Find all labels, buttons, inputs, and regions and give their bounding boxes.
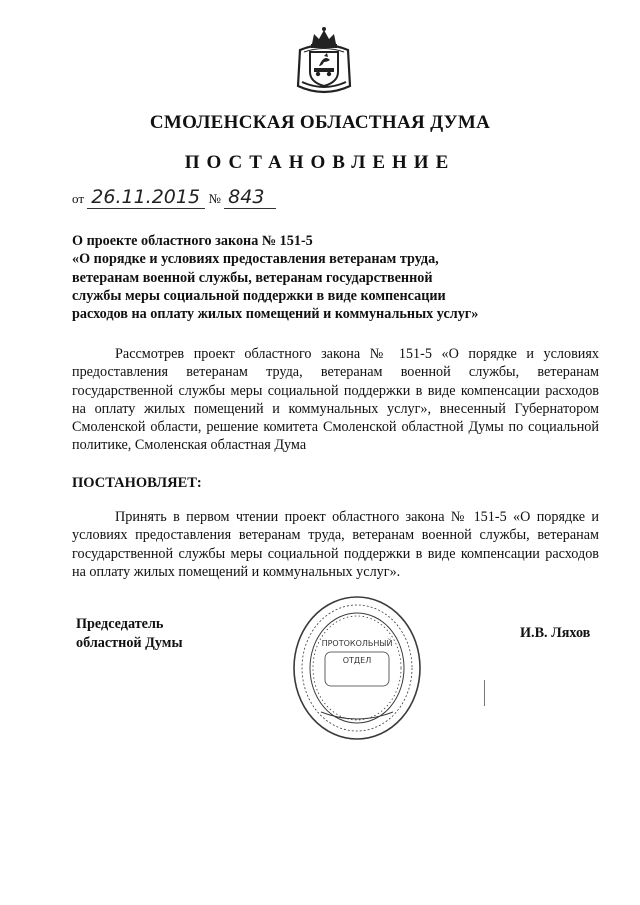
margin-mark [484, 680, 485, 706]
subject-line: «О порядке и условиях предоставления ветеранам труда, [72, 251, 439, 268]
date-number-row [72, 186, 276, 209]
preamble-paragraph: Рассмотрев проект областного закона № 151-5 «О порядке и условиях предоставления ветеранам труда, ветеранам военной службы, ветеранам государственной службы меры социальной поддержки в виде компенсации расходов на оплату жилых помещений и коммунальных услуг», внесенный Губернатором Смоленской области, решение комитета Смоленской областной Думы по социальной политике, Смоленская областная Дума [72, 346, 599, 454]
number-prefix: № [208, 191, 221, 206]
decision-paragraph: Принять в первом чтении проект областного закона № 151-5 «О порядке и условиях предоставления ветеранам труда, ветеранам военной службы, ветеранам государственной службы меры социальной поддержки в виде компенсации расходов на оплату жилых помещений и коммунальных услуг». [72, 509, 599, 580]
subject-line: ветеранам военной службы, ветеранам государственной [72, 269, 433, 286]
official-seal [291, 594, 423, 742]
organization-title: СМОЛЕНСКАЯ ОБЛАСТНАЯ ДУМА [149, 112, 491, 133]
date-value: 26.11.2015 [87, 186, 205, 209]
position-line: областной Думы [76, 635, 183, 651]
resolves-heading: ПОСТАНОВЛЯЕТ: [72, 475, 202, 491]
seal-line: ПРОТОКОЛЬНЫЙ [321, 639, 393, 648]
position-line: Председатель [76, 616, 164, 632]
number-value: 843 [224, 186, 276, 209]
document-subject [72, 232, 542, 323]
seal-line: ОТДЕЛ [342, 656, 372, 665]
coat-of-arms-icon [294, 26, 354, 96]
subject-line: О проекте областного закона № 151-5 [72, 233, 313, 249]
subject-line: расходов на оплату жилых помещений и коммунальных услуг» [72, 306, 479, 323]
document-type-heading: ПОСТАНОВЛЕНИЕ [184, 152, 456, 173]
seal-center-text [314, 635, 400, 669]
signatory-name: И.В. Ляхов [520, 625, 591, 641]
subject-line: службы меры социальной поддержки в виде компенсации [72, 287, 446, 304]
date-prefix: от [72, 191, 85, 206]
signatory-position [76, 615, 183, 653]
